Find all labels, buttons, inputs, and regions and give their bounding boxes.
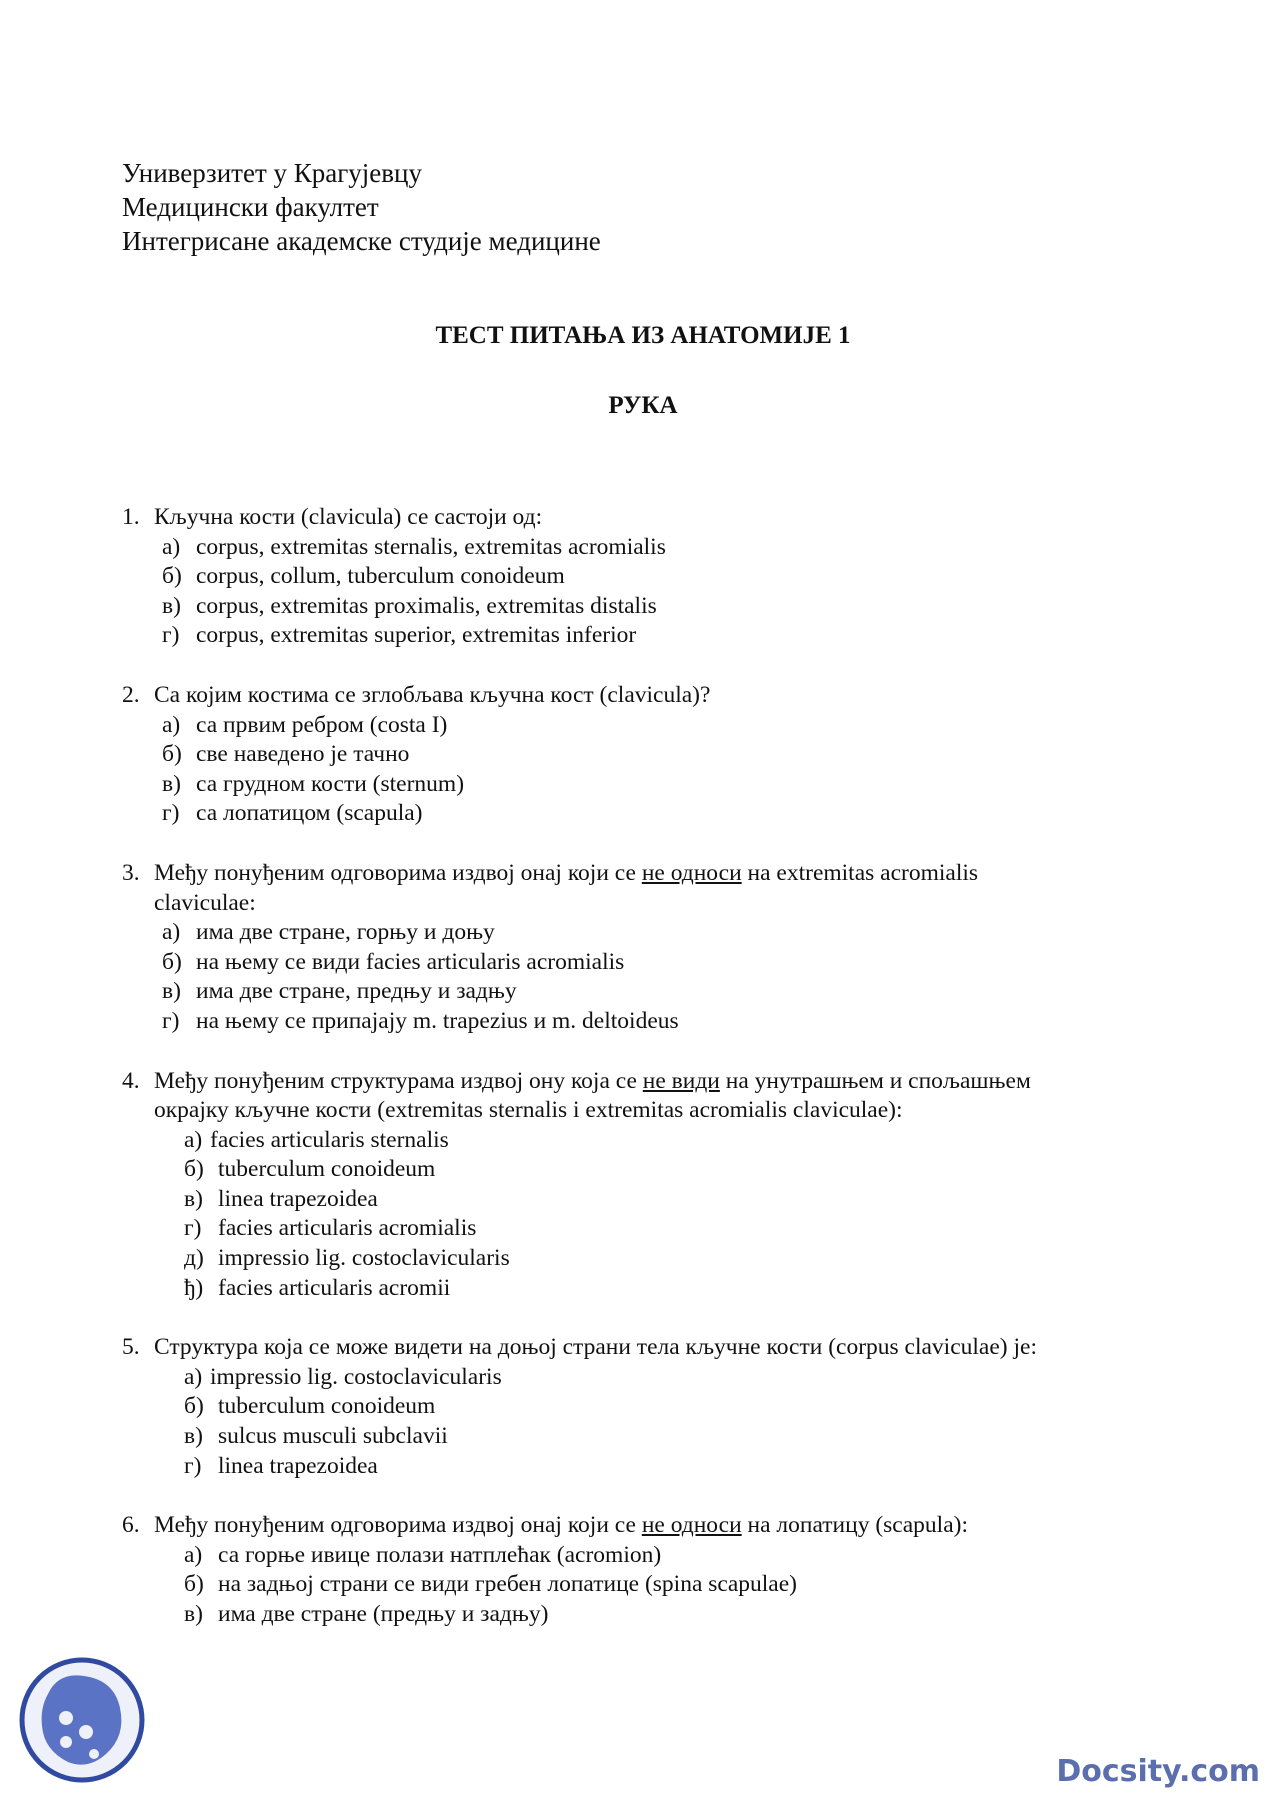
header-line-faculty: Медицински факултет [122, 192, 379, 222]
question-3 [122, 859, 1202, 1037]
option-item: д) impressio lig. costoclavicularis [184, 1245, 510, 1272]
question-number: 3. [122, 859, 140, 886]
option-item: г) corpus, extremitas superior, extremitas inferior [162, 622, 637, 649]
option-item: г) linea trapezoidea [184, 1452, 378, 1479]
question-number: 6. [122, 1512, 140, 1539]
question-list [122, 503, 1202, 1660]
question-4 [122, 1067, 1202, 1304]
question-number: 2. [122, 681, 140, 708]
option-list [122, 1126, 1202, 1304]
option-item: а) impressio lig. costoclavicularis [184, 1363, 502, 1390]
option-item: а) facies articularis sternalis [184, 1126, 449, 1153]
option-list [122, 711, 1202, 829]
docsity-brand-text[interactable]: Docsity.com [1056, 1754, 1260, 1789]
header-line-program: Интегрисане академске студије медицине [122, 226, 601, 256]
question-text: Међу понуђеним одговорима издвој онај који се не односи на лопатицу (scapula): [154, 1512, 968, 1539]
option-item: б) corpus, collum, tuberculum conoideum [162, 563, 565, 590]
question-number: 1. [122, 504, 140, 530]
option-item: б) на задњој страни се види гребен лопатице (spina scapulae) [184, 1571, 797, 1598]
question-5 [122, 1333, 1202, 1481]
institution-header [122, 156, 601, 258]
option-list [122, 1541, 1202, 1630]
question-number: 4. [122, 1067, 140, 1094]
option-item: г) са лопатицом (scapula) [162, 800, 423, 827]
question-text: Структура која се може видети на доњој страни тела кључне кости (corpus claviculae) је: [154, 1334, 1037, 1361]
option-item: г) facies articularis acromialis [184, 1215, 477, 1242]
option-item: в) има две стране, предњу и задњу [162, 978, 517, 1005]
question-number: 5. [122, 1334, 140, 1361]
option-item: в) corpus, extremitas proximalis, extremitas distalis [162, 592, 657, 619]
option-list [122, 918, 1202, 1036]
question-text: Са којим костима се зглобљава кључна кост (clavicula)? [154, 681, 711, 708]
option-item: б) tuberculum conoideum [184, 1393, 436, 1420]
option-item: а) има две стране, горњу и доњу [162, 919, 495, 946]
question-2 [122, 681, 1202, 829]
question-text-continuation: claviculae: [154, 889, 256, 916]
option-item: а) са горње ивице полази натплећак (acromion) [184, 1541, 662, 1568]
option-item: а) corpus, extremitas sternalis, extremitas acromialis [162, 533, 666, 560]
underlined-emphasis: не односи [641, 1512, 742, 1539]
question-text: Међу понуђеним структурама издвој ону која се не види на унутрашњем и спољашњем [154, 1067, 1031, 1094]
underlined-emphasis: не односи [641, 859, 742, 886]
option-item: б) на њему се види facies articularis acromialis [162, 948, 625, 975]
option-list [122, 533, 1202, 651]
option-item: а) са првим ребром (costa I) [162, 711, 448, 738]
option-list [122, 1363, 1202, 1481]
option-item: ђ) facies articularis acromii [184, 1274, 451, 1301]
question-text-continuation: окрајку кључне кости (extremitas sternalis i extremitas acromialis claviculae): [154, 1097, 903, 1124]
question-text: Међу понуђеним одговорима издвој онај који се не односи на extremitas acromialis [154, 859, 979, 886]
option-item: б) tuberculum conoideum [184, 1156, 436, 1183]
header-line-university: Универзитет у Крагујевцу [122, 158, 422, 188]
question-6 [122, 1511, 1202, 1629]
option-item: в) linea trapezoidea [184, 1185, 378, 1212]
option-item: в) sulcus musculi subclavii [184, 1423, 448, 1450]
document-subtitle: РУКА [608, 392, 678, 419]
option-item: б) све наведено је тачно [162, 741, 410, 768]
document-title: ТЕСТ ПИТАЊА ИЗ АНАТОМИЈЕ 1 [435, 322, 851, 349]
option-item: г) на њему се припајају m. trapezius и m. deltoideus [162, 1007, 679, 1034]
option-item: в) има две стране (предњу и задњу) [184, 1601, 549, 1627]
question-text: Кључна кости (clavicula) се састоји од: [154, 504, 543, 530]
question-1 [122, 503, 1202, 651]
underlined-emphasis: не види [642, 1067, 720, 1094]
option-item: в) са грудном кости (sternum) [162, 770, 465, 797]
docsity-logo-icon [18, 1650, 150, 1790]
